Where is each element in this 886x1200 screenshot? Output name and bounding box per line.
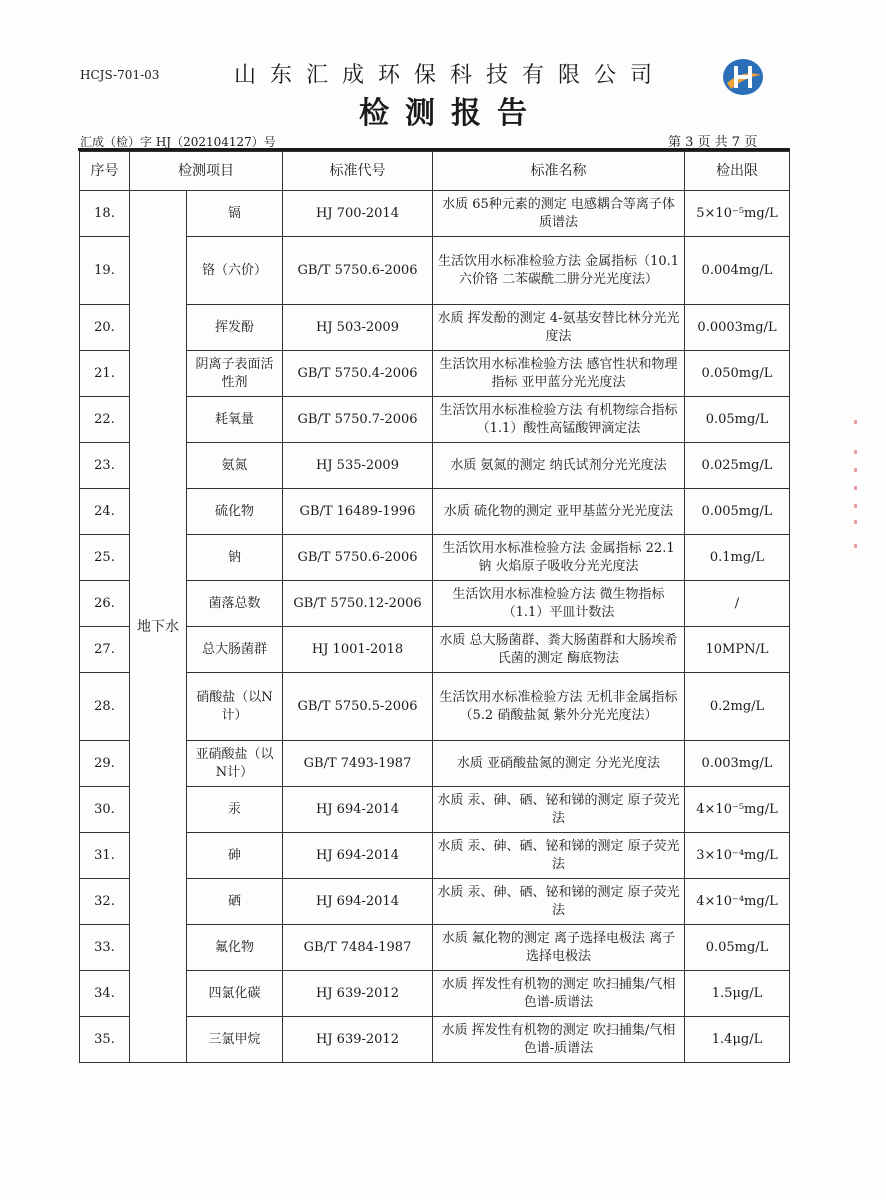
row-serial: 27.: [80, 627, 130, 673]
row-item: 砷: [187, 833, 283, 879]
row-item: 硫化物: [187, 489, 283, 535]
row-limit: /: [685, 581, 790, 627]
row-standard-name: 生活饮用水标准检验方法 有机物综合指标（1.1）酸性高锰酸钾滴定法: [433, 397, 685, 443]
row-limit: 0.0003mg/L: [685, 305, 790, 351]
row-code: HJ 535-2009: [283, 443, 433, 489]
row-item: 氨氮: [187, 443, 283, 489]
row-standard-name: 水质 汞、砷、硒、铋和锑的测定 原子荧光法: [433, 879, 685, 925]
row-limit: 10MPN/L: [685, 627, 790, 673]
row-code: GB/T 5750.6-2006: [283, 535, 433, 581]
table-row: [80, 673, 790, 741]
row-standard-name: 水质 挥发性有机物的测定 吹扫捕集/气相色谱-质谱法: [433, 971, 685, 1017]
row-limit: 0.05mg/L: [685, 397, 790, 443]
row-serial: 34.: [80, 971, 130, 1017]
row-item: 菌落总数: [187, 581, 283, 627]
row-item: 氟化物: [187, 925, 283, 971]
row-item: 硒: [187, 879, 283, 925]
report-title: 检测报告: [359, 96, 543, 131]
row-item: 镉: [187, 191, 283, 237]
row-standard-name: 水质 亚硝酸盐氮的测定 分光光度法: [433, 741, 685, 787]
table-row: [80, 879, 790, 925]
row-serial: 25.: [80, 535, 130, 581]
table-header-row: [80, 152, 790, 191]
category-cell: 地下水: [130, 191, 187, 1063]
row-serial: 19.: [80, 237, 130, 305]
row-serial: 31.: [80, 833, 130, 879]
row-item: 钠: [187, 535, 283, 581]
row-code: HJ 694-2014: [283, 879, 433, 925]
row-limit: 0.1mg/L: [685, 535, 790, 581]
test-method-table: [79, 151, 790, 1063]
row-serial: 28.: [80, 673, 130, 741]
table-row: [80, 397, 790, 443]
row-standard-name: 水质 总大肠菌群、粪大肠菌群和大肠埃希氏菌的测定 酶底物法: [433, 627, 685, 673]
row-code: GB/T 5750.7-2006: [283, 397, 433, 443]
table-row: [80, 833, 790, 879]
table-row: [80, 305, 790, 351]
row-item: 汞: [187, 787, 283, 833]
row-standard-name: 水质 汞、砷、硒、铋和锑的测定 原子荧光法: [433, 787, 685, 833]
table-row: [80, 581, 790, 627]
row-limit: 0.050mg/L: [685, 351, 790, 397]
row-item: 三氯甲烷: [187, 1017, 283, 1063]
row-limit: 1.4μg/L: [685, 1017, 790, 1063]
row-serial: 30.: [80, 787, 130, 833]
row-item: 亚硝酸盐（以N计）: [187, 741, 283, 787]
row-serial: 32.: [80, 879, 130, 925]
table-row: [80, 971, 790, 1017]
row-serial: 29.: [80, 741, 130, 787]
row-code: GB/T 5750.6-2006: [283, 237, 433, 305]
row-limit: 0.003mg/L: [685, 741, 790, 787]
row-standard-name: 水质 汞、砷、硒、铋和锑的测定 原子荧光法: [433, 833, 685, 879]
row-code: HJ 639-2012: [283, 1017, 433, 1063]
company-logo-icon: [721, 57, 765, 97]
row-code: GB/T 5750.4-2006: [283, 351, 433, 397]
header-standard-name: 标准名称: [433, 152, 685, 191]
row-code: HJ 503-2009: [283, 305, 433, 351]
row-serial: 35.: [80, 1017, 130, 1063]
header-code: 标准代号: [283, 152, 433, 191]
table-row: [80, 443, 790, 489]
row-standard-name: 水质 65种元素的测定 电感耦合等离子体质谱法: [433, 191, 685, 237]
row-code: HJ 639-2012: [283, 971, 433, 1017]
header-item: 检测项目: [130, 152, 283, 191]
header-serial: 序号: [80, 152, 130, 191]
row-code: HJ 700-2014: [283, 191, 433, 237]
row-serial: 33.: [80, 925, 130, 971]
row-code: HJ 694-2014: [283, 833, 433, 879]
row-standard-name: 生活饮用水标准检验方法 微生物指标（1.1）平皿计数法: [433, 581, 685, 627]
row-limit: 0.2mg/L: [685, 673, 790, 741]
row-limit: 0.025mg/L: [685, 443, 790, 489]
row-item: 总大肠菌群: [187, 627, 283, 673]
row-limit: 1.5μg/L: [685, 971, 790, 1017]
table-row: [80, 351, 790, 397]
row-item: 硝酸盐（以N计）: [187, 673, 283, 741]
row-limit: 4×10⁻⁵mg/L: [685, 787, 790, 833]
table-row: [80, 627, 790, 673]
row-code: GB/T 7493-1987: [283, 741, 433, 787]
row-standard-name: 生活饮用水标准检验方法 感官性状和物理指标 亚甲蓝分光光度法: [433, 351, 685, 397]
row-item: 耗氧量: [187, 397, 283, 443]
row-serial: 18.: [80, 191, 130, 237]
row-limit: 0.005mg/L: [685, 489, 790, 535]
row-serial: 22.: [80, 397, 130, 443]
report-number: 汇成（检）字 HJ（202104127）号: [80, 135, 276, 149]
table-row: [80, 237, 790, 305]
row-serial: 21.: [80, 351, 130, 397]
margin-marks: [852, 420, 858, 550]
row-standard-name: 生活饮用水标准检验方法 金属指标（10.1 六价铬 二苯碳酰二肼分光光度法）: [433, 237, 685, 305]
row-code: GB/T 16489-1996: [283, 489, 433, 535]
row-standard-name: 水质 挥发酚的测定 4-氨基安替比林分光光度法: [433, 305, 685, 351]
row-code: HJ 694-2014: [283, 787, 433, 833]
row-code: GB/T 5750.5-2006: [283, 673, 433, 741]
row-item: 阴离子表面活性剂: [187, 351, 283, 397]
row-serial: 20.: [80, 305, 130, 351]
row-code: GB/T 5750.12-2006: [283, 581, 433, 627]
document-code: HCJS-701-03: [80, 68, 160, 82]
row-standard-name: 水质 硫化物的测定 亚甲基蓝分光光度法: [433, 489, 685, 535]
row-limit: 0.05mg/L: [685, 925, 790, 971]
row-standard-name: 水质 氟化物的测定 离子选择电极法 离子选择电极法: [433, 925, 685, 971]
row-standard-name: 水质 氨氮的测定 纳氏试剂分光光度法: [433, 443, 685, 489]
row-limit: 5×10⁻⁵mg/L: [685, 191, 790, 237]
row-item: 铬（六价）: [187, 237, 283, 305]
row-code: GB/T 7484-1987: [283, 925, 433, 971]
row-limit: 0.004mg/L: [685, 237, 790, 305]
row-standard-name: 生活饮用水标准检验方法 无机非金属指标（5.2 硝酸盐氮 紫外分光光度法）: [433, 673, 685, 741]
table-row: [80, 741, 790, 787]
row-limit: 3×10⁻⁴mg/L: [685, 833, 790, 879]
row-serial: 23.: [80, 443, 130, 489]
row-item: 挥发酚: [187, 305, 283, 351]
row-serial: 24.: [80, 489, 130, 535]
table-row: [80, 535, 790, 581]
table-body: [80, 191, 790, 1063]
header-limit: 检出限: [685, 152, 790, 191]
table-row: [80, 925, 790, 971]
table-row: [80, 489, 790, 535]
table-row: [80, 191, 790, 237]
row-standard-name: 水质 挥发性有机物的测定 吹扫捕集/气相色谱-质谱法: [433, 1017, 685, 1063]
row-item: 四氯化碳: [187, 971, 283, 1017]
row-standard-name: 生活饮用水标准检验方法 金属指标 22.1 钠 火焰原子吸收分光光度法: [433, 535, 685, 581]
table-row: [80, 1017, 790, 1063]
table-row: [80, 787, 790, 833]
row-limit: 4×10⁻⁴mg/L: [685, 879, 790, 925]
page-indicator: 第 3 页 共 7 页: [668, 135, 758, 150]
company-name: 山东汇成环保科技有限公司: [233, 63, 666, 88]
row-serial: 26.: [80, 581, 130, 627]
row-code: HJ 1001-2018: [283, 627, 433, 673]
